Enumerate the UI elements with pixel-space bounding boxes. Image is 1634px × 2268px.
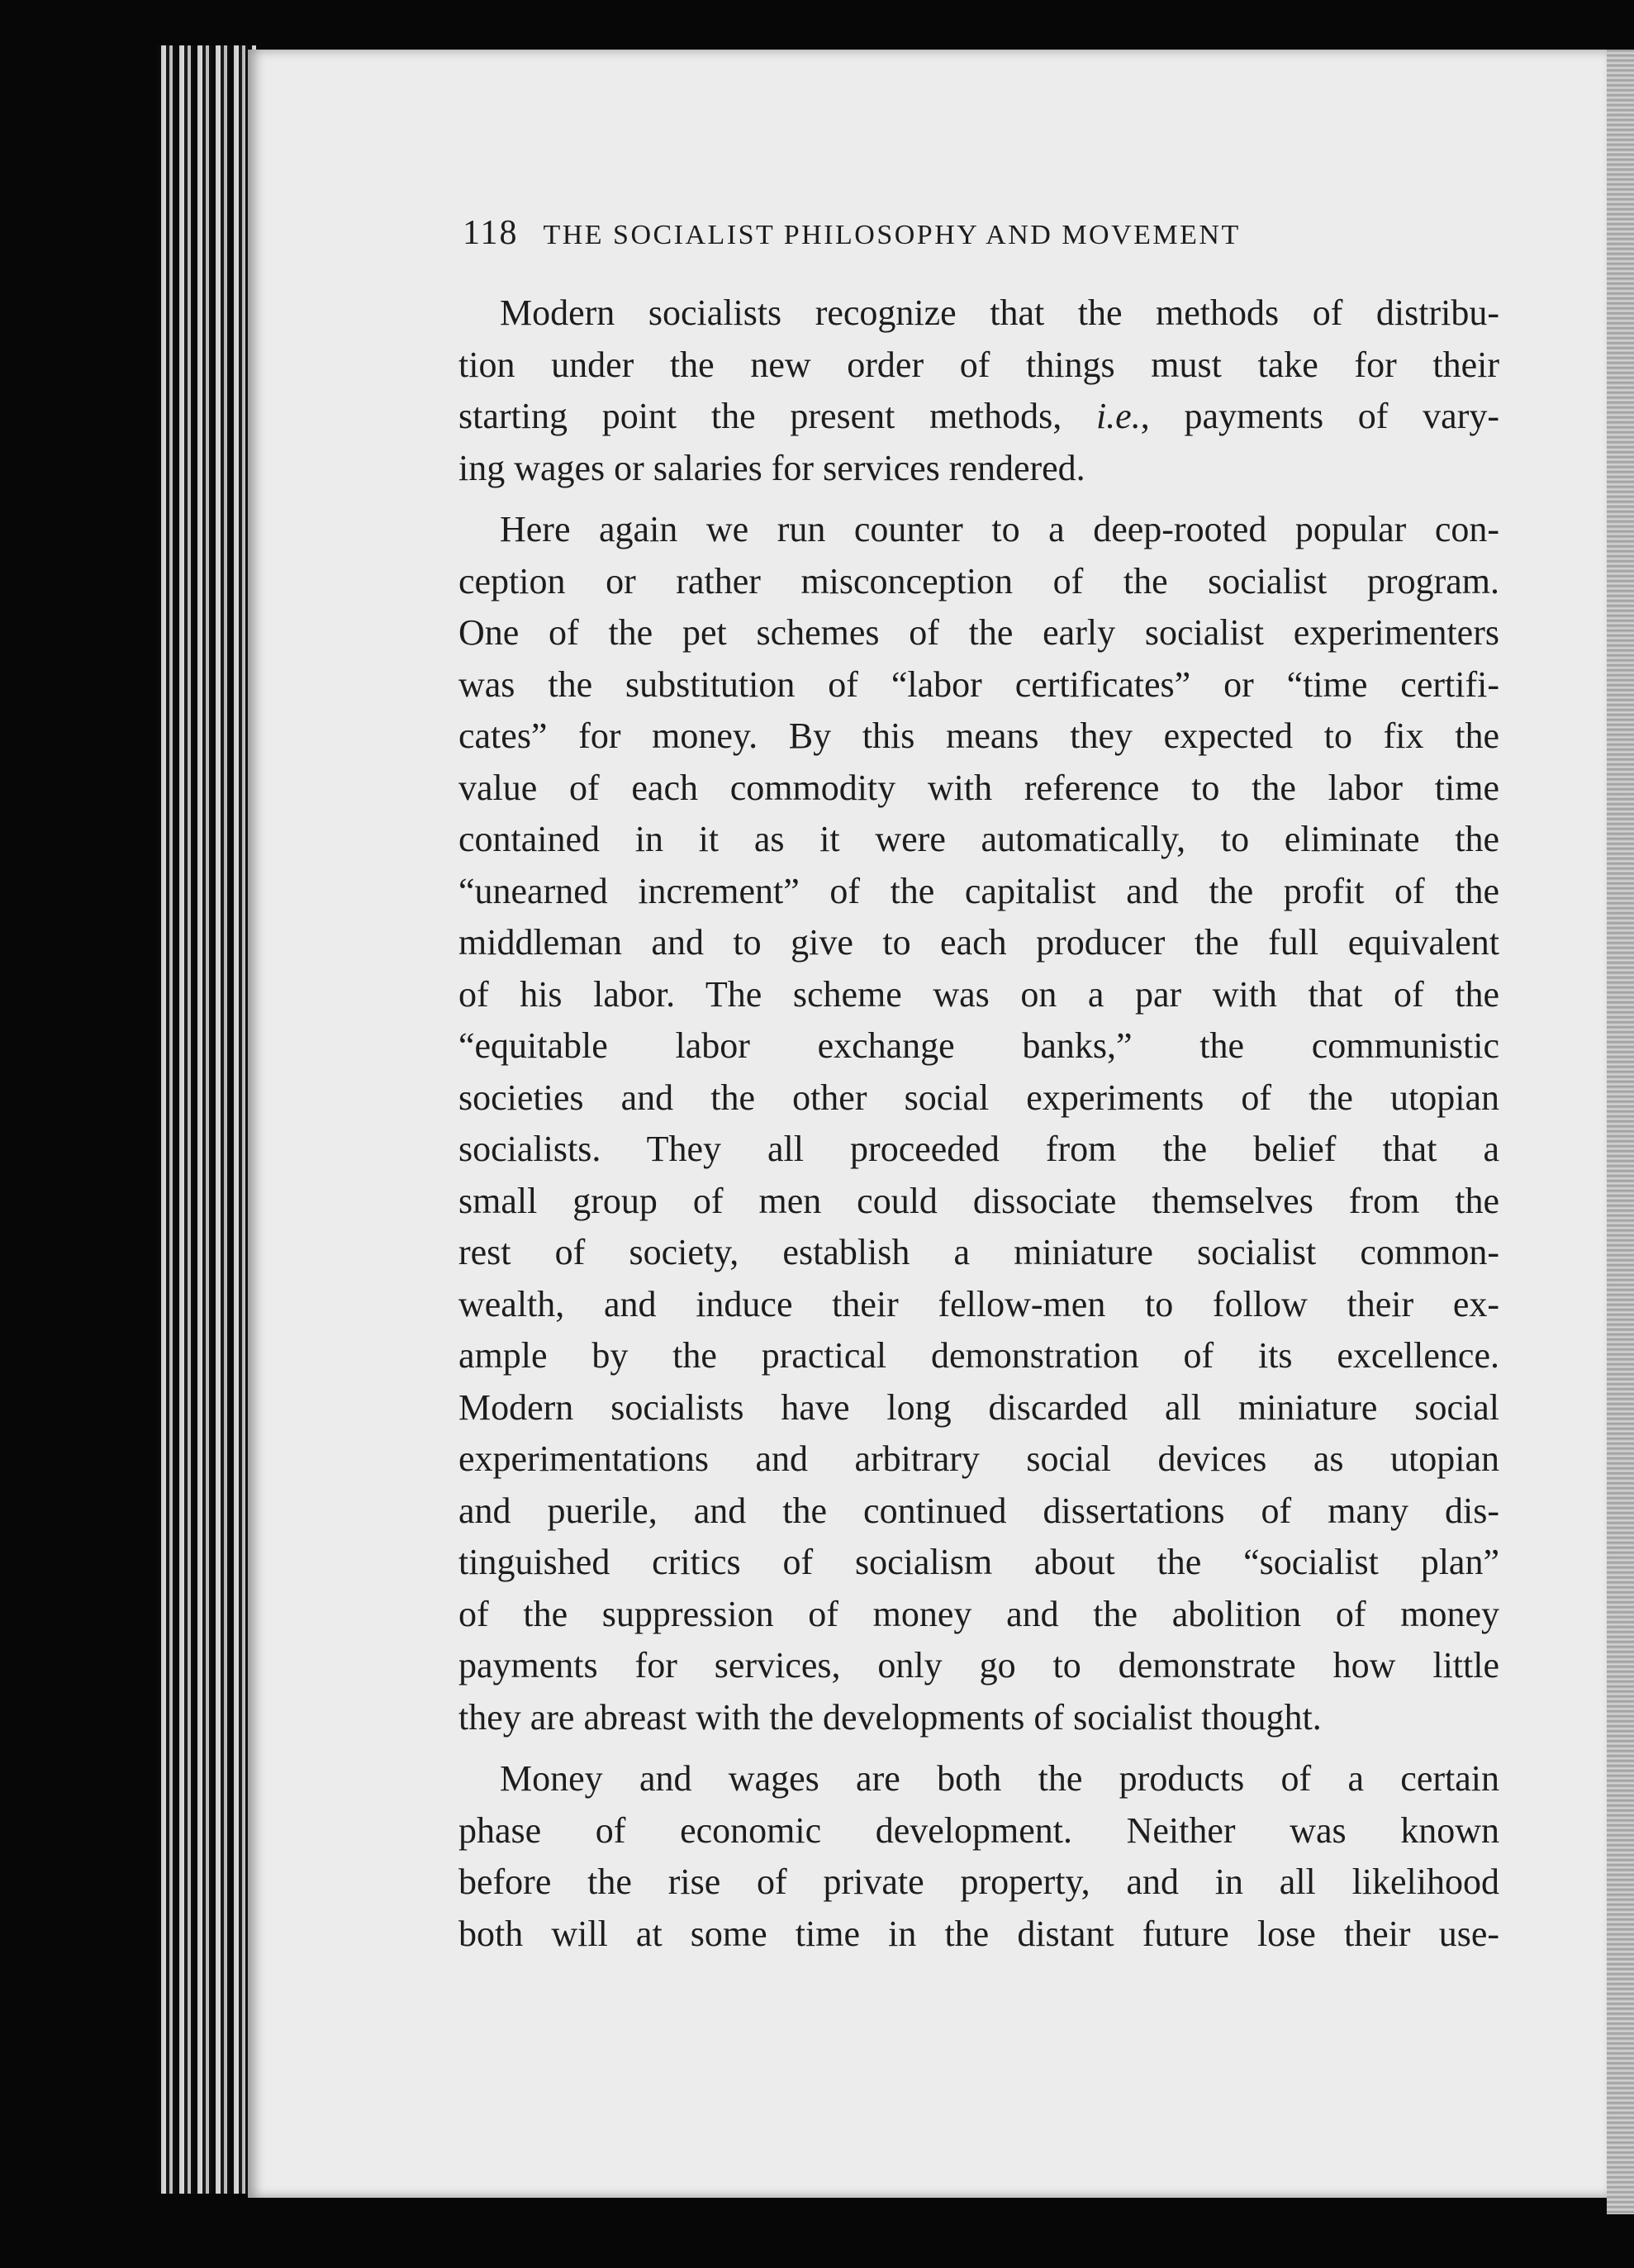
text-line: “equitable labor exchange banks,” the communistic bbox=[458, 1025, 1499, 1066]
text-line: ception or rather misconception of the socialist program. bbox=[458, 560, 1499, 601]
running-title: THE SOCIALIST PHILOSOPHY AND MOVEMENT bbox=[543, 220, 1241, 250]
text-line: wealth, and induce their fellow-men to follow their ex- bbox=[458, 1283, 1499, 1324]
text-line: cates” for money. By this means they expected to fix the bbox=[458, 716, 1499, 756]
text-line: middleman and to give to each producer the full equivalent bbox=[458, 922, 1499, 963]
book-right-edge bbox=[1607, 50, 1634, 2214]
text-line: and puerile, and the continued dissertations of many dis- bbox=[458, 1490, 1499, 1531]
body-text bbox=[458, 288, 1499, 1960]
text-line: One of the pet schemes of the early socialist experimenters bbox=[458, 612, 1499, 653]
page-number: 118 bbox=[463, 214, 519, 252]
text-line: Money and wages are both the products of a certain bbox=[500, 1758, 1499, 1799]
text-line: both will at some time in the distant future lose their use- bbox=[458, 1913, 1499, 1954]
text-line: before the rise of private property, and in all likelihood bbox=[458, 1861, 1499, 1902]
text-line: Modern socialists have long discarded all miniature social bbox=[458, 1386, 1499, 1428]
text-line: experimentations and arbitrary social devices as utopian bbox=[458, 1438, 1499, 1479]
text-line: societies and the other social experiments of the utopian bbox=[458, 1077, 1499, 1118]
text-line: Modern socialists recognize that the methods of distribu- bbox=[500, 292, 1499, 333]
text-line: small group of men could dissociate themselves from the bbox=[458, 1180, 1499, 1221]
text-line: of the suppression of money and the abolition of money bbox=[458, 1593, 1499, 1634]
text-line: Here again we run counter to a deep-rooted popular con- bbox=[500, 509, 1499, 549]
text-line: they are abreast with the developments of socialist thought. bbox=[458, 1696, 1322, 1738]
text-line: starting point the present methods, i.e., payments of vary- bbox=[458, 396, 1499, 436]
running-head bbox=[463, 213, 1396, 253]
text-line: of his labor. The scheme was on a par with that of the bbox=[458, 973, 1499, 1015]
text-line: payments for services, only go to demonstrate how little bbox=[458, 1645, 1499, 1686]
text-line: tinguished critics of socialism about the “socialist plan” bbox=[458, 1542, 1499, 1582]
italic-abbreviation: i.e. bbox=[1095, 396, 1141, 436]
text-line: “unearned increment” of the capitalist and the profit of the bbox=[458, 870, 1499, 911]
text-line: value of each commodity with reference to the labor time bbox=[458, 767, 1499, 808]
text-line: ing wages or salaries for services rendered. bbox=[458, 447, 1085, 488]
text-line: tion under the new order of things must take for their bbox=[458, 344, 1499, 385]
text-line: contained in it as it were automatically, to eliminate the bbox=[458, 819, 1499, 859]
text-line: socialists. They all proceeded from the belief that a bbox=[458, 1129, 1499, 1169]
text-line: ample by the practical demonstration of its excellence. bbox=[458, 1335, 1499, 1376]
text-line: phase of economic development. Neither was known bbox=[458, 1809, 1499, 1851]
text-line: was the substitution of “labor certificates” or “time certifi- bbox=[458, 663, 1499, 705]
text-line: rest of society, establish a miniature socialist common- bbox=[458, 1232, 1499, 1272]
book-page-edges bbox=[157, 45, 256, 2194]
